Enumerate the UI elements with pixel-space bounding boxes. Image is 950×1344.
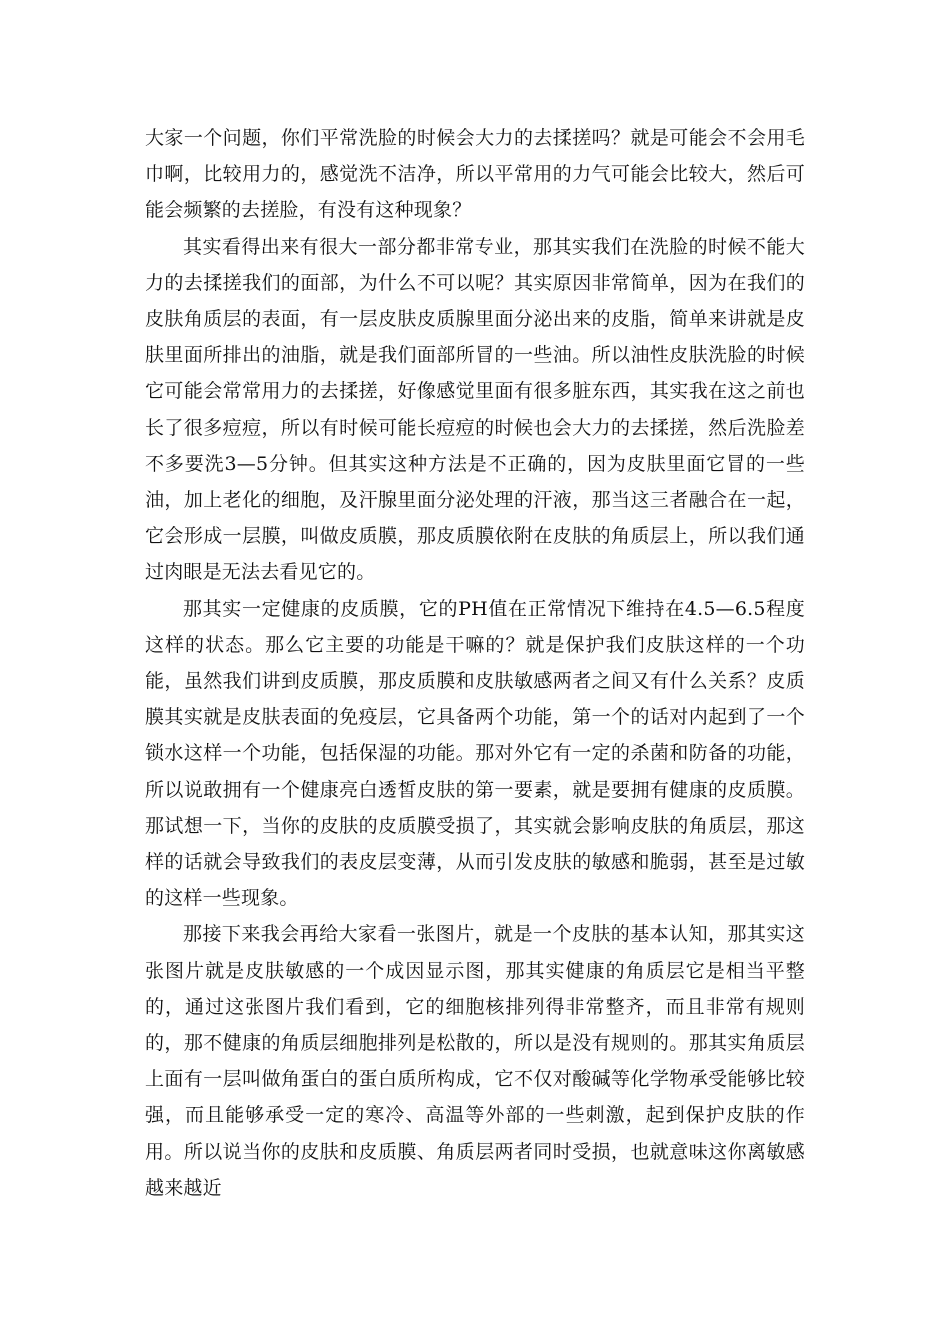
- paragraph: 那接下来我会再给大家看一张图片，就是一个皮肤的基本认知，那其实这张图片就是皮肤敏感的一个成因显示图，那其实健康的角质层它是相当平整的，通过这张图片我们看到，它的细胞核排列得非常整齐，而且非常有规则的，那不健康的角质层细胞排列是松散的，所以是没有规则的。那其实角质层上面有一层叫做角蛋白的蛋白质所构成，它不仅对酸碱等化学物承受能够比较强，而且能够承受一定的寒冷、高温等外部的一些刺激，起到保护皮肤的作用。所以说当你的皮肤和皮质膜、角质层两者同时受损，也就意味这你离敏感越来越近: [145, 923, 805, 1199]
- paragraph: 其实看得出来有很大一部分都非常专业，那其实我们在洗脸的时候不能大力的去揉搓我们的面部，为什么不可以呢？其实原因非常简单，因为在我们的皮肤角质层的表面，有一层皮肤皮质腺里面分泌出来的皮脂，简单来讲就是皮肤里面所排出的油脂，就是我们面部所冒的一些油。所以油性皮肤洗脸的时候它可能会常常用力的去揉搓，好像感觉里面有很多脏东西，其实我在这之前也长了很多痘痘，所以有时候可能长痘痘的时候也会大力的去揉搓，然后洗脸差不多要洗3—5分钟。但其实这种方法是不正确的，因为皮肤里面它冒的一些油，加上老化的细胞，及汗腺里面分泌处理的汗液，那当这三者融合在一起，它会形成一层膜，叫做皮质膜，那皮质膜依附在皮肤的角质层上，所以我们通过肉眼是无法去看见它的。: [145, 235, 805, 584]
- paragraph: 那其实一定健康的皮质膜，它的PH值在正常情况下维持在4.5—6.5程度这样的状态。那么它主要的功能是干嘛的？就是保护我们皮肤这样的一个功能，虽然我们讲到皮质膜，那皮质膜和皮肤敏感两者之间又有什么关系？皮质膜其实就是皮肤表面的免疫层，它具备两个功能，第一个的话对内起到了一个锁水这样一个功能，包括保湿的功能。那对外它有一定的杀菌和防备的功能，所以说敢拥有一个健康亮白透皙皮肤的第一要素，就是要拥有健康的皮质膜。那试想一下，当你的皮肤的皮质膜受损了，其实就会影响皮肤的角质层，那这样的话就会导致我们的表皮层变薄，从而引发皮肤的敏感和脆弱，甚至是过敏的这样一些现象。: [145, 597, 805, 910]
- document-body: [145, 120, 805, 1206]
- paragraph-continued: 大家一个问题，你们平常洗脸的时候会大力的去揉搓吗？就是可能会不会用毛巾啊，比较用力的，感觉洗不洁净，所以平常用的力气可能会比较大，然后可能会频繁的去搓脸，有没有这种现象？: [145, 127, 805, 222]
